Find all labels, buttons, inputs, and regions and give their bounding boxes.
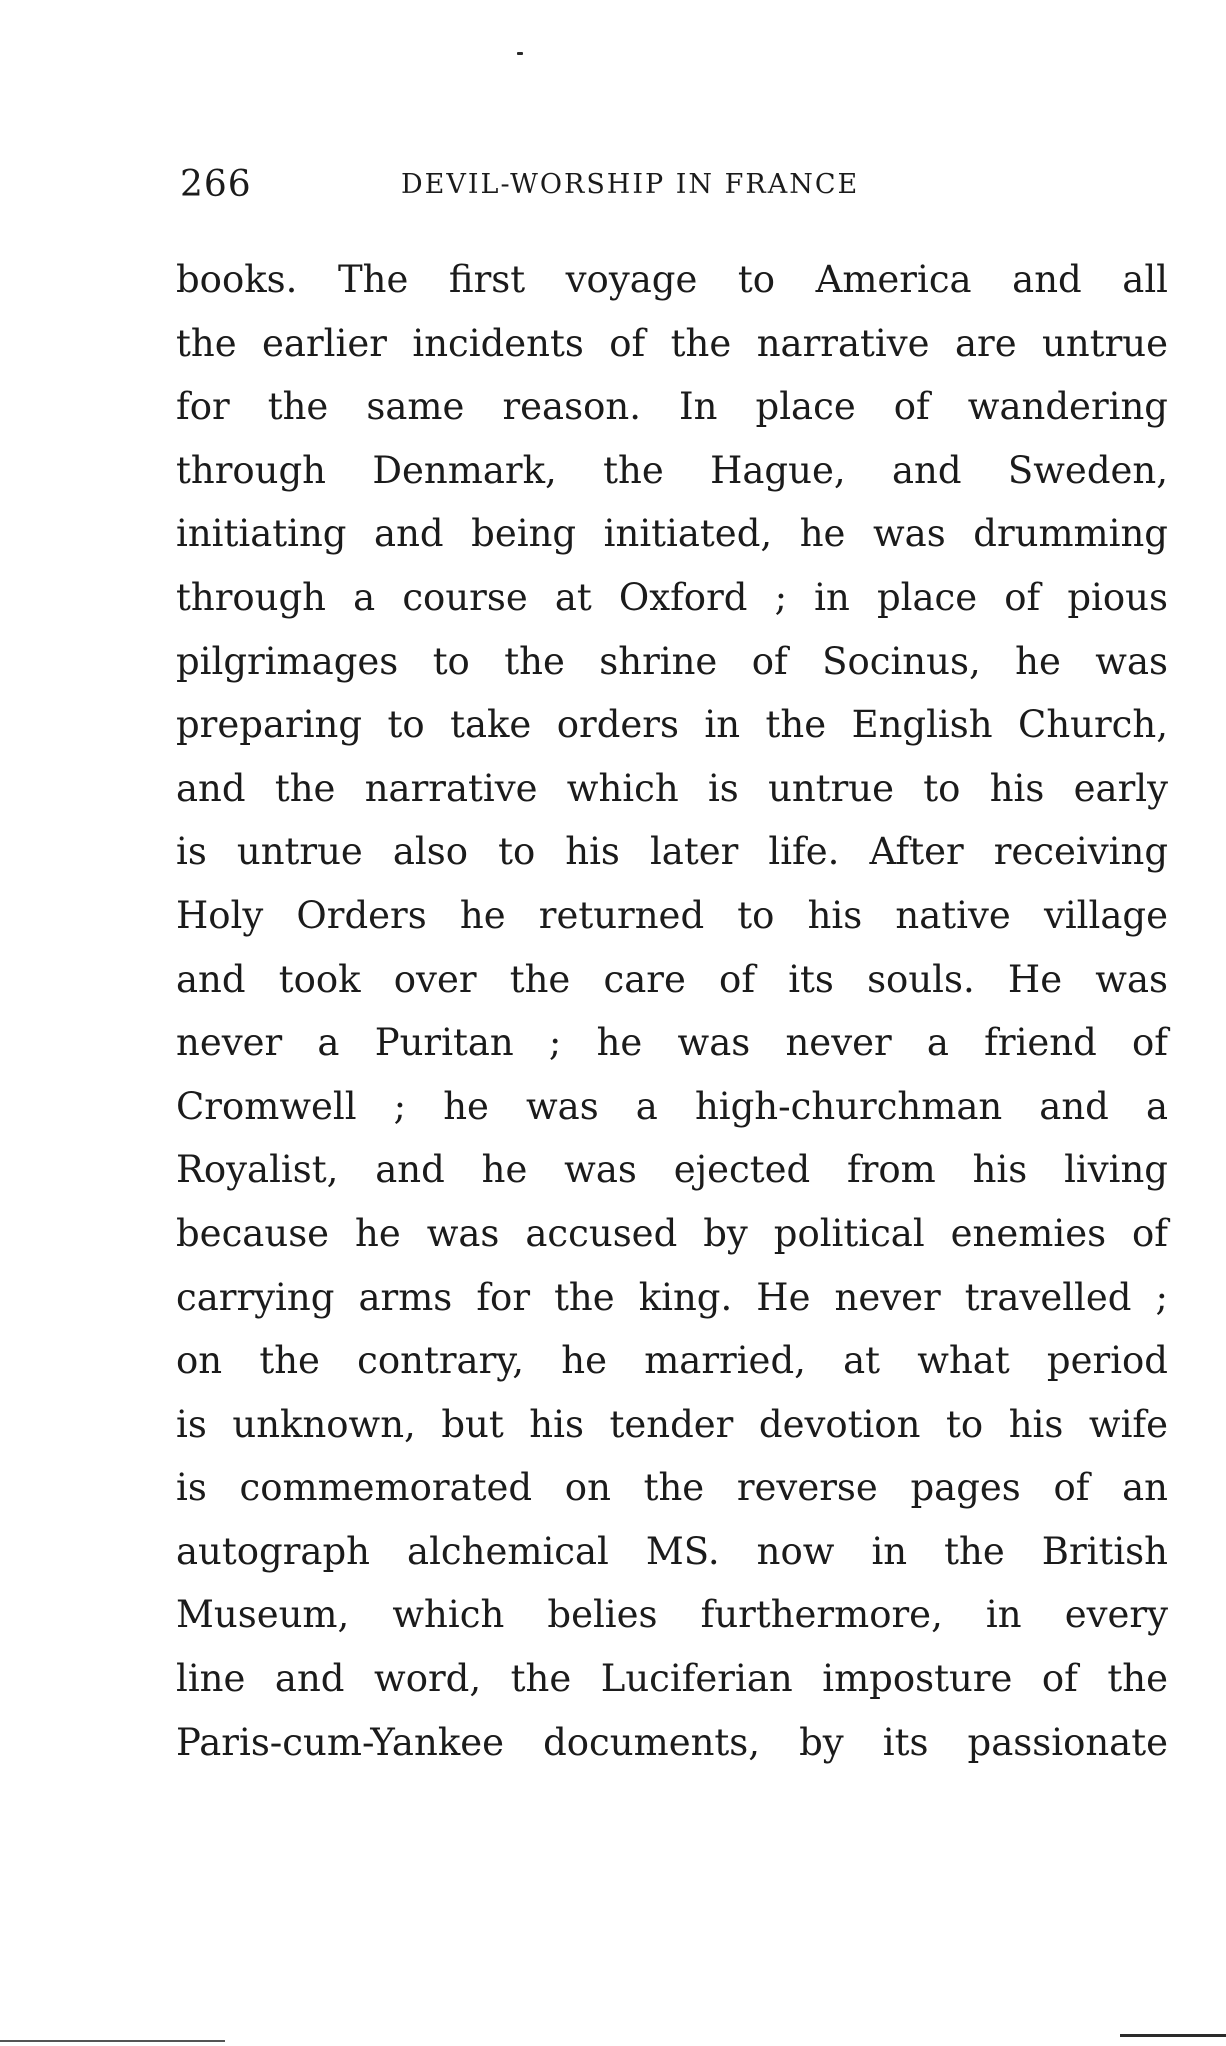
text-line: and took over the care of its souls. He was: [176, 957, 1168, 1001]
text-line: because he was accused by political enemies of: [176, 1211, 1168, 1255]
text-line: Royalist, and he was ejected from his living: [176, 1148, 1168, 1192]
text-line: Holy Orders he returned to his native village: [176, 893, 1168, 937]
text-line: is untrue also to his later life. After receiving: [176, 830, 1168, 874]
running-head: DEVIL-WORSHIP IN FRANCE: [401, 169, 860, 200]
text-line: is commemorated on the reverse pages of an: [176, 1466, 1168, 1510]
text-line: initiating and being initiated, he was drumming: [176, 512, 1168, 556]
text-line: preparing to take orders in the English Church,: [176, 703, 1168, 747]
text-line: Paris-cum-Yankee documents, by its passionate: [176, 1720, 1168, 1764]
text-line: for the same reason. In place of wandering: [176, 385, 1168, 429]
page-header: [178, 160, 1164, 210]
text-line: the earlier incidents of the narrative are untrue: [176, 321, 1168, 365]
text-line: Cromwell ; he was a high-churchman and a: [176, 1084, 1168, 1128]
text-line: through a course at Oxford ; in place of pious: [176, 575, 1168, 619]
text-line: never a Puritan ; he was never a friend of: [176, 1021, 1168, 1065]
body-text: [176, 248, 1168, 1774]
text-line: and the narrative which is untrue to his early: [176, 766, 1168, 810]
page-number: 266: [180, 164, 252, 205]
text-line: carrying arms for the king. He never travelled ;: [176, 1275, 1168, 1319]
text-line: through Denmark, the Hague, and Sweden,: [176, 448, 1168, 492]
text-line: books. The first voyage to America and all: [176, 258, 1168, 301]
scan-edge-rule-right: [1120, 2034, 1226, 2037]
text-line: line and word, the Luciferian imposture of the: [176, 1657, 1168, 1701]
text-line: autograph alchemical MS. now in the British: [176, 1529, 1168, 1573]
text-line: on the contrary, he married, at what period: [176, 1339, 1168, 1383]
ink-speck: [517, 52, 523, 55]
scan-edge-rule-left: [0, 2040, 225, 2042]
text-line: pilgrimages to the shrine of Socinus, he was: [176, 639, 1168, 683]
text-line: is unknown, but his tender devotion to his wife: [176, 1402, 1168, 1446]
text-line: Museum, which belies furthermore, in every: [176, 1593, 1168, 1637]
